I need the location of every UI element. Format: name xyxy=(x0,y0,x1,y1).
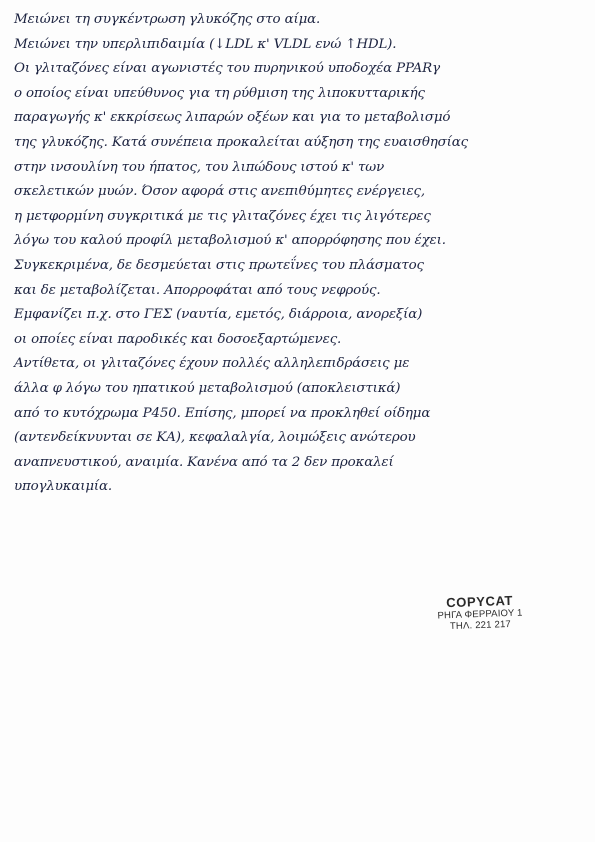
note-line: της γλυκόζης. Κατά συνέπεια προκαλείται αύξηση της ευαισθησίας xyxy=(14,134,468,150)
note-line: παραγωγής κ' εκκρίσεως λιπαρών οξέων και για το μεταβολισμό xyxy=(14,110,451,126)
note-line: σκελετικών μυών. Όσον αφορά στις ανεπιθύμητες ενέργειες, xyxy=(14,184,426,200)
note-line: οι οποίες είναι παροδικές και δοσοεξαρτώμενες. xyxy=(14,331,342,347)
note-line: (αντενδείκνυνται σε ΚΑ), κεφαλαλγία, λοιμώξεις ανώτερου xyxy=(14,430,416,446)
note-line: Αντίθετα, οι γλιταζόνες έχουν πολλές αλληλεπιδράσεις με xyxy=(14,356,410,372)
note-line: και δε μεταβολίζεται. Απορροφάται από τους νεφρούς. xyxy=(14,282,381,298)
stamp-name: COPYCAT xyxy=(445,592,514,611)
note-line: Μειώνει τη συγκέντρωση γλυκόζης στο αίμα. xyxy=(14,12,321,27)
note-line: άλλα φ λόγω του ηπατικού μεταβολισμού (αποκλειστικά) xyxy=(14,380,401,396)
copy-shop-stamp xyxy=(419,592,540,633)
note-line: Μειώνει την υπερλιπιδαιμία (↓LDL κ' VLDL ενώ ↑HDL). xyxy=(14,36,397,52)
note-line: στην ινσουλίνη του ήπατος, του λιπώδους ιστού κ' των xyxy=(14,159,385,175)
note-line: από το κυτόχρωμα P450. Επίσης, μπορεί να προκληθεί οίδημα xyxy=(14,405,431,421)
note-line: Συγκεκριμένα, δε δεσμεύεται στις πρωτεΐνες του πλάσματος xyxy=(14,257,424,273)
handwritten-note xyxy=(14,8,584,500)
note-line: λόγω του καλού προφίλ μεταβολισμού κ' απορρόφησης που έχει. xyxy=(14,233,446,249)
note-line: Οι γλιταζόνες είναι αγωνιστές του πυρηνικού υποδοχέα PPARγ xyxy=(14,61,440,77)
note-line: αναπνευστικού, αναιμία. Κανένα από τα 2 δεν προκαλεί xyxy=(14,454,394,470)
stamp-phone: ΤΗΛ. 221 217 xyxy=(449,618,512,633)
note-line: Εμφανίζει π.χ. στο ΓΕΣ (ναυτία, εμετός, διάρροια, ανορεξία) xyxy=(14,307,423,323)
note-line: ο οποίος είναι υπεύθυνος για τη ρύθμιση της λιποκυτταρικής xyxy=(14,85,425,101)
stamp-address: ΡΗΓΑ ΦΕΡΡΑΙΟΥ 1 xyxy=(437,607,523,622)
note-line: υπογλυκαιμία. xyxy=(14,479,113,495)
note-line: η μετφορμίνη συγκριτικά με τις γλιταζόνες έχει τις λιγότερες xyxy=(14,208,431,224)
